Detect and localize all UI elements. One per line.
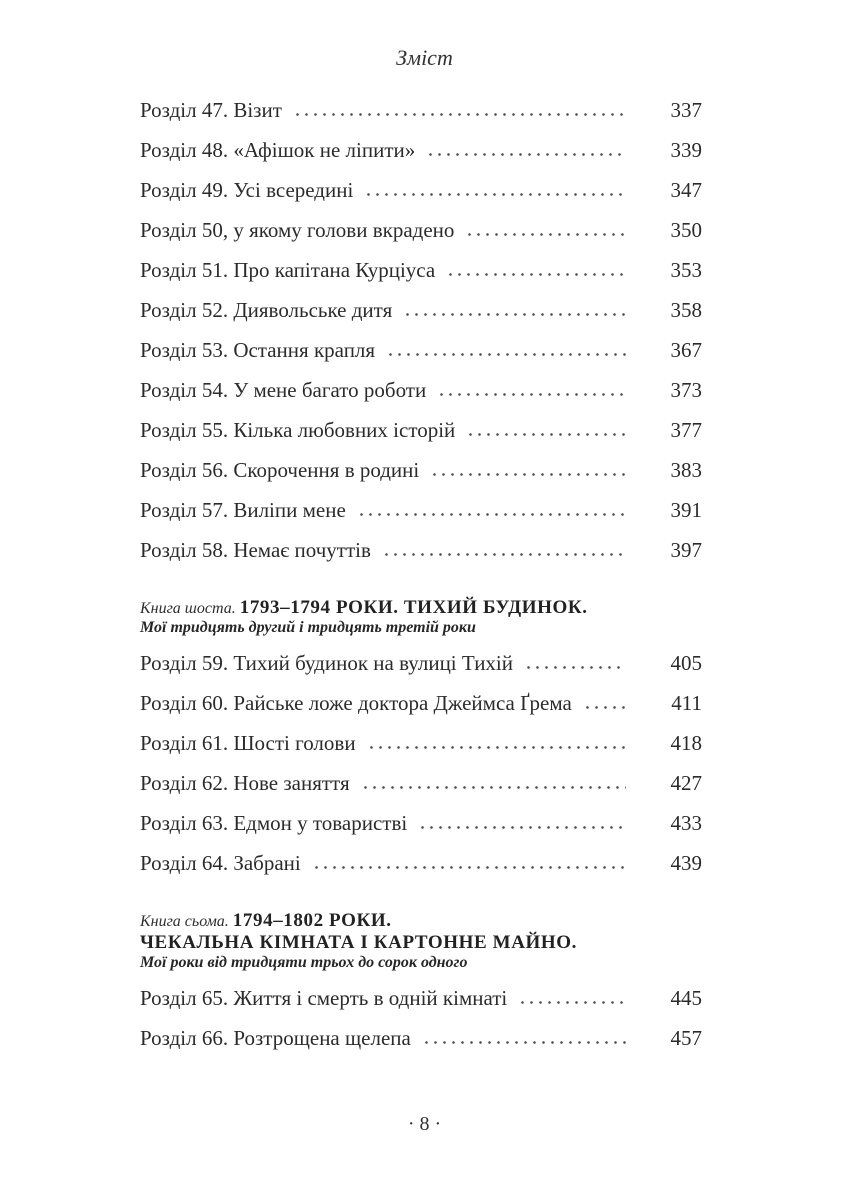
toc-entry-label: Розділ 57. Виліпи мене — [140, 498, 346, 522]
toc-entry-page: 377 — [670, 418, 702, 442]
toc-entry-label: Розділ 59. Тихий будинок на вулиці Тихій — [140, 651, 514, 675]
toc-entry-row — [140, 99, 702, 122]
toc-entry-page: 358 — [670, 298, 702, 322]
dot-leader — [312, 866, 626, 869]
toc-entry-page: 347 — [670, 178, 702, 202]
toc-entry-page: 373 — [670, 378, 702, 402]
toc-entry-row — [140, 852, 702, 875]
toc-entry-page: 427 — [670, 771, 702, 795]
dot-leader — [518, 1001, 626, 1004]
dot-leader — [357, 513, 626, 516]
section-heading-segment: Книга сьома. — [140, 913, 233, 930]
dot-leader — [422, 1041, 626, 1044]
toc-entry-label: Розділ 53. Остання крапля — [140, 338, 376, 362]
toc-entry-page: 397 — [670, 538, 702, 562]
toc-entry-label: Розділ 61. Шості голови — [140, 731, 356, 755]
toc-entry-label: Розділ 51. Про капітана Курціуса — [140, 258, 436, 282]
section-heading-segment: 1793–1794 РОКИ. ТИХИЙ БУДИНОК. — [239, 597, 588, 618]
toc-entry-label: Розділ 60. Райське ложе доктора Джеймса Ґрема — [140, 691, 572, 715]
toc-entry-page: 383 — [670, 458, 702, 482]
dot-leader — [364, 193, 626, 196]
dot-leader — [437, 393, 626, 396]
dot-leader — [386, 353, 626, 356]
section-heading-segment: ЧЕКАЛЬНА КІМНАТА І КАРТОННЕ МАЙНО. — [140, 932, 578, 953]
toc-entry-label: Розділ 50, у якому голови вкрадено — [140, 218, 455, 242]
toc-entry-page: 445 — [670, 986, 702, 1010]
toc-entry-row — [140, 139, 702, 162]
dot-leader — [418, 826, 626, 829]
toc-entry-page: 418 — [670, 731, 702, 755]
toc-entry-label: Розділ 66. Розтрощена щелепа — [140, 1026, 411, 1050]
toc-entry-label: Розділ 64. Забрані — [140, 851, 301, 875]
page-title: Зміст — [396, 45, 453, 70]
toc-entry-row — [140, 419, 702, 442]
toc-entry-label: Розділ 47. Візит — [140, 98, 282, 122]
dot-leader — [465, 233, 626, 236]
toc-entry-row — [140, 339, 702, 362]
toc-entry-label: Розділ 63. Едмон у товаристві — [140, 811, 408, 835]
dot-leader — [367, 746, 626, 749]
toc-entry-page: 391 — [670, 498, 702, 522]
toc-entry-page: 433 — [670, 811, 702, 835]
section-heading-segment: 1794–1802 РОКИ. — [232, 910, 392, 931]
dot-leader — [382, 553, 626, 556]
toc-entry-label: Розділ 65. Життя і смерть в одній кімнаті — [140, 986, 508, 1010]
toc-entry-label: Розділ 62. Нове заняття — [140, 771, 350, 795]
toc-entry-page: 405 — [670, 651, 702, 675]
section-heading-segment: Книга шоста. — [140, 600, 240, 617]
toc-entry-row — [140, 652, 702, 675]
toc-entry-label: Розділ 54. У мене багато роботи — [140, 378, 427, 402]
toc-entry-label: Розділ 52. Диявольське дитя — [140, 298, 393, 322]
toc-entry-page: 339 — [670, 138, 702, 162]
toc-entry-page: 439 — [670, 851, 702, 875]
toc-entry-row — [140, 219, 702, 242]
toc-entry-row — [140, 379, 702, 402]
toc-entry-row — [140, 692, 702, 715]
dot-leader — [524, 666, 626, 669]
section-heading-line — [140, 954, 702, 972]
dot-leader — [426, 153, 626, 156]
toc-entry-row — [140, 179, 702, 202]
dot-leader — [583, 706, 626, 709]
toc-entry-page: 353 — [670, 258, 702, 282]
section-heading-line — [140, 910, 702, 932]
toc-entry-row — [140, 732, 702, 755]
section-heading-segment: Мої роки від тридцяти трьох до сорок одного — [140, 954, 468, 971]
toc-entry-page: 367 — [670, 338, 702, 362]
dot-leader — [466, 433, 626, 436]
toc-entry-row — [140, 259, 702, 282]
section-heading-line — [140, 597, 702, 619]
table-of-contents — [140, 99, 702, 1067]
footer-page-number: · 8 · — [407, 1113, 442, 1135]
toc-entry-row — [140, 499, 702, 522]
toc-entry-label: Розділ 55. Кілька любовних історій — [140, 418, 456, 442]
toc-entry-page: 457 — [670, 1026, 702, 1050]
toc-entry-row — [140, 987, 702, 1010]
toc-entry-page: 337 — [670, 98, 702, 122]
toc-entry-row — [140, 539, 702, 562]
toc-entry-label: Розділ 58. Немає почуттів — [140, 538, 371, 562]
toc-entry-row — [140, 459, 702, 482]
dot-leader — [446, 273, 626, 276]
section-heading-segment: Мої тридцять другий і тридцять третій роки — [140, 619, 476, 636]
toc-entry-row — [140, 1027, 702, 1050]
section-heading-line — [140, 932, 702, 954]
toc-entry-page: 411 — [671, 691, 702, 715]
toc-entry-row — [140, 812, 702, 835]
dot-leader — [403, 313, 626, 316]
toc-entry-row — [140, 299, 702, 322]
toc-entry-row — [140, 772, 702, 795]
dot-leader — [430, 473, 626, 476]
toc-entry-page: 350 — [670, 218, 702, 242]
toc-entry-label: Розділ 56. Скорочення в родині — [140, 458, 420, 482]
toc-entry-label: Розділ 49. Усі всередині — [140, 178, 354, 202]
dot-leader — [361, 786, 626, 789]
dot-leader — [293, 113, 626, 116]
section-heading-line — [140, 619, 702, 637]
toc-entry-label: Розділ 48. «Афішок не ліпити» — [140, 138, 416, 162]
